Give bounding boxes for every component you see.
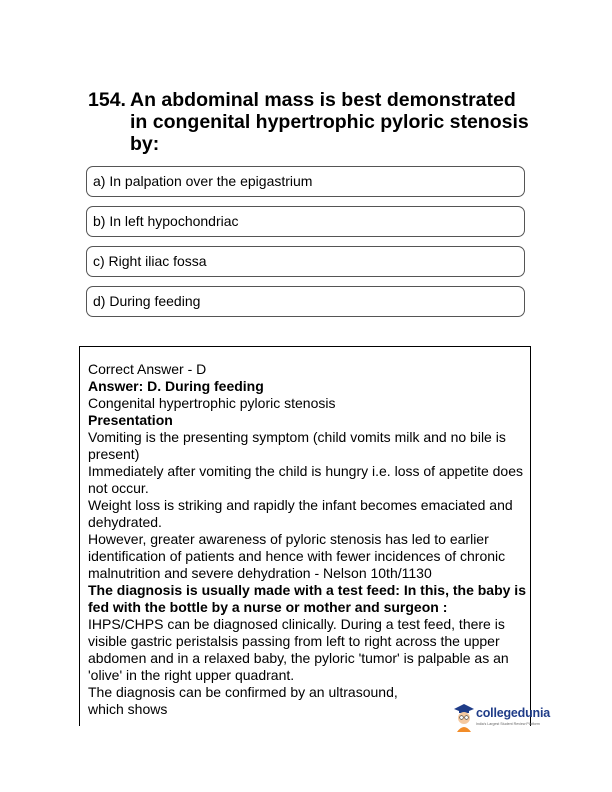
bullet-item <box>88 463 530 497</box>
logo-name: collegedunia <box>476 706 551 720</box>
option-c[interactable]: c) Right iliac fossa <box>86 246 525 277</box>
option-a[interactable]: a) In palpation over the epigastrium <box>86 166 525 197</box>
diagnosis-heading: The diagnosis is usually made with a test feed: In this, the baby is fed with the bottle by a nurse or mother and surgeon : <box>88 582 526 615</box>
bullet-text: Immediately after vomiting the child is hungry i.e. loss of appetite does not occur. <box>88 463 523 496</box>
bullet-item <box>88 684 530 701</box>
graduate-mascot-icon <box>454 704 474 732</box>
bullet-text: Vomiting is the presenting symptom (child vomits milk and no bile is present) <box>88 429 506 462</box>
bullet-dot <box>79 689 80 696</box>
topic-line: Congenital hypertrophic pyloric stenosis <box>88 395 336 411</box>
answer-line: Answer: D. During feeding <box>88 378 264 394</box>
bullet-dot <box>79 502 80 509</box>
paragraph-text: However, greater awareness of pyloric stenosis has led to earlier identification of patients and hence with fewer incidences of chronic malnutrition and severe dehydration - Nelson 10th/1130 <box>88 531 506 581</box>
correct-answer-line: Correct Answer - D <box>88 361 207 377</box>
presentation-heading: Presentation <box>88 412 173 428</box>
question-heading <box>88 89 538 155</box>
collegedunia-logo <box>454 702 562 736</box>
bullet-dot <box>79 621 80 628</box>
question-text: An abdominal mass is best demonstrated in congenital hypertrophic pyloric stenosis by: <box>130 89 529 155</box>
bullet-item <box>88 429 530 463</box>
answer-explanation-box <box>79 346 531 726</box>
bullet-text: Weight loss is striking and rapidly the infant becomes emaciated and dehydrated. <box>88 497 513 530</box>
continuation-text: which shows <box>88 701 168 717</box>
option-d[interactable]: d) During feeding <box>86 286 525 317</box>
bullet-text: IHPS/CHPS can be diagnosed clinically. During a test feed, there is visible gastric peristalsis passing from left to right across the upper abdomen and in a relaxed baby, the pyloric 'tumor' is palpable as an 'olive' in the right upper quadrant. <box>88 616 509 683</box>
option-b[interactable]: b) In left hypochondriac <box>86 206 525 237</box>
bullet-dot <box>79 434 80 441</box>
bullet-item <box>88 616 530 684</box>
answer-content <box>88 361 530 718</box>
bullet-dot <box>79 468 80 475</box>
logo-tagline: India's Largest Student Review Platform <box>476 722 540 726</box>
bullet-text: The diagnosis can be confirmed by an ultrasound, <box>88 684 398 700</box>
bullet-item <box>88 497 530 531</box>
question-number: 154. <box>88 89 126 111</box>
